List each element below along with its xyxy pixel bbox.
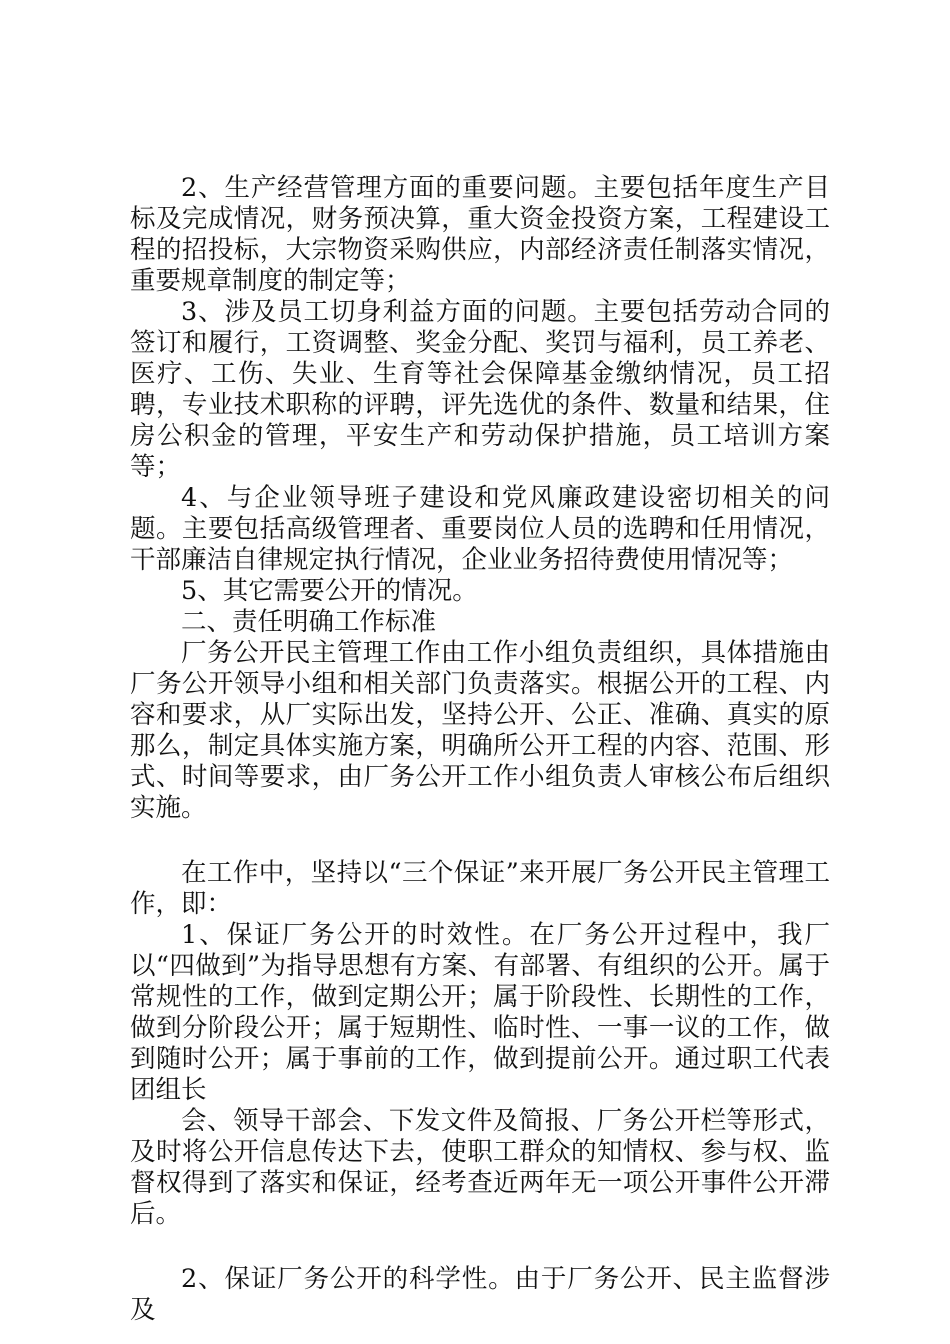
paragraph-work-standard: 厂务公开民主管理工作由工作小组负责组织，具体措施由厂务公开领导小组和相关部门负责落实。根据公开的工程、内容和要求，从厂实际出发，坚持公开、公正、准确、真实的原那么，制定具体实施方案，明确所公开工程的内容、范围、形式、时间等要求，由厂务公开工作小组负责人审核公布后组织实施。 (130, 638, 830, 823)
section-heading-responsibility: 二、责任明确工作标准 (181, 607, 437, 637)
paragraph-three-guarantees: 在工作中，坚持以“三个保证”来开展厂务公开民主管理工作，即： (130, 858, 830, 919)
paragraph-leadership-building: 4、与企业领导班子建设和党风廉政建设密切相关的问题。主要包括高级管理者、重要岗位人员的选聘和任用情况，干部廉洁自律规定执行情况，企业业务招待费使用情况等； (130, 483, 830, 575)
paragraph-scientific: 2、保证厂务公开的科学性。由于厂务公开、民主监督涉及 (130, 1264, 830, 1325)
paragraph-production-management: 2、生产经营管理方面的重要问题。主要包括年度生产目标及完成情况，财务预决算，重大资金投资方案，工程建设工程的招投标，大宗物资采购供应，内部经济责任制落实情况，重要规章制度的制定等； (130, 173, 830, 296)
paragraph-meetings: 会、领导干部会、下发文件及简报、厂务公开栏等形式，及时将公开信息传达下去，使职工群众的知情权、参与权、监督权得到了落实和保证，经考查近两年无一项公开事件公开滞后。 (130, 1106, 830, 1229)
document-body (130, 173, 830, 1326)
paragraph-timeliness: 1、保证厂务公开的时效性。在厂务公开过程中，我厂以“四做到”为指导思想有方案、有部署、有组织的公开。属于常规性的工作，做到定期公开；属于阶段性、长期性的工作，做到分阶段公开；属于短期性、临时性、一事一议的工作，做到随时公开；属于事前的工作，做到提前公开。通过职工代表团组长 (130, 920, 830, 1105)
paragraph-employee-interests: 3、涉及员工切身利益方面的问题。主要包括劳动合同的签订和履行，工资调整、奖金分配、奖罚与福利，员工养老、医疗、工伤、失业、生育等社会保障基金缴纳情况，员工招聘，专业技术职称的评聘，评先选优的条件、数量和结果，住房公积金的管理，平安生产和劳动保护措施，员工培训方案等； (130, 297, 830, 482)
paragraph-other-items: 5、其它需要公开的情况。 (181, 576, 478, 606)
paragraph-gap (130, 824, 830, 858)
paragraph-gap (130, 1230, 830, 1264)
